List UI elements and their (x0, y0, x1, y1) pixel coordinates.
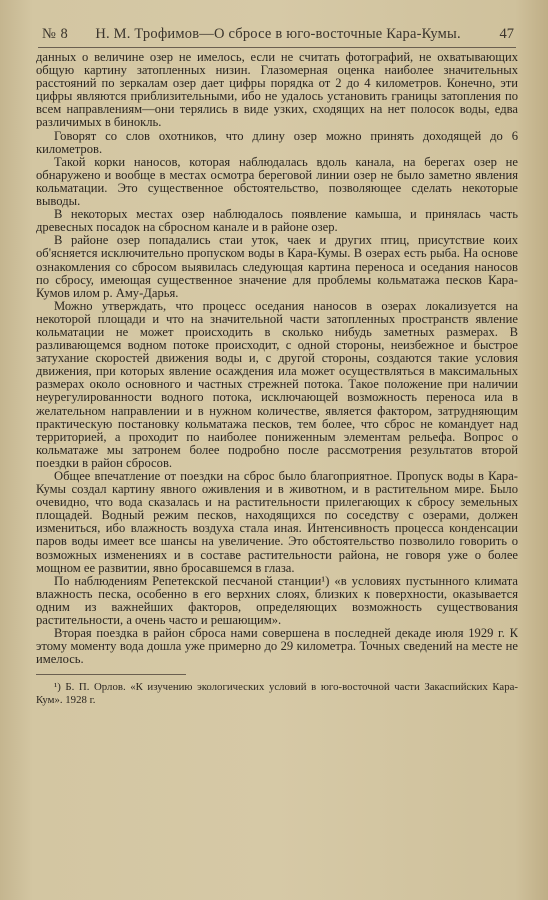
paragraph: Вторая поездка в район сброса нами совершена в последней декаде июля 1929 г. К этому моменту вода дошла уже примерно до 29 километра. Точных сведений на месте не имелось. (36, 626, 518, 667)
footnote-rule (36, 674, 186, 675)
page-number: 47 (499, 26, 514, 42)
paragraph: В некоторых местах озер наблюдалось появление камыша, и принялась часть древесных посадок на сбросном канале и в районе озер. (36, 207, 518, 235)
issue-number: № 8 (42, 26, 69, 42)
article-body (36, 51, 518, 666)
paragraph: Можно утверждать, что процесс оседания наносов в озерах локализуется на некоторой площади и что на значительной части затопленных пространств явление кольматации не может происходить в сколько нибудь заметных размерах. В разливающемся водном потоке происходит, с одной стороны, неизбежное и быстрое затухание скоростей движения воды и, с другой стороны, создаются такие условия движения, при которых явление осаждения ила может осуществляться в максимальных размерах около основного и частных стрежней потока. Такое положение при наличии неурегулированности водного потока, исключающей возможность переноса ила в желательном направлении и в нужном количестве, является фактором, затрудняющим практическую постановку кольматажа песков, тем более, что сброс не командует над территорией, а проходит по наиболее пониженным элементам рельефа. Вопрос о кольматаже мы затронем более подробно после рассмотрения результатов второй поездки в район сбросов. (36, 298, 518, 470)
running-title: Н. М. Трофимов—О сбросе в юго-восточные Кара-Кумы. (95, 26, 461, 42)
paragraph: данных о величине озер не имелось, если не считать фотографий, не охватывающих общую картину затопленных низин. Глазомерная оценка наиболее значительных расстояний по зеркалам озер дает цифры порядка от 2 до 4 километров. Конечно, эти цифры являются приблизительными, ибо не удалось установить границы затопления по всем направлениям—они терялись в виде узких, сходящих на нет полосок воды, едва различимых в бинокль. (36, 50, 518, 130)
paragraph: Такой корки наносов, которая наблюдалась вдоль канала, на берегах озер не обнаружено и вообще в местах осмотра береговой линии озер не было заметно явления кольматации. Это существенное обстоятельство, позволяющее сделать некоторые выводы. (36, 154, 518, 209)
running-header (36, 26, 518, 43)
paragraph: В районе озер попадались стаи уток, чаек и других птиц, присутствие коих об'ясняется исключительно пропуском воды в Кара-Кумы. В озерах есть рыба. На основе ознакомления со сбросом выявилась следующая картина переноса и оседания наносов по сбросу, имеющая существенное значение для проблемы кольматажа песков Кара-Кумов илом р. Аму-Дарья. (36, 233, 518, 300)
header-rule (38, 47, 516, 48)
paragraph: По наблюдениям Репетекской песчаной станции¹) «в условиях пустынного климата влажность песка, особенно в его верхних слоях, близких к поверхности, оказывается одним из важнейших факторов, определяющих возможность существования растительности, а очень часто и решающим». (36, 573, 518, 628)
footnote (36, 681, 518, 707)
footnote-text: ¹) Б. П. Орлов. «К изучению экологических условий в юго-восточной части Закаспийских Кара-Кум». 1928 г. (36, 681, 518, 707)
paragraph: Говорят со слов охотников, что длину озер можно принять доходящей до 6 километров. (36, 128, 518, 156)
paragraph: Общее впечатление от поездки на сброс было благоприятное. Пропуск воды в Кара-Кумы создал картину явного оживления и в животном, и в растительном мире. Было очевидно, что вода сказалась и на растительности прилегающих к сбросу земельных площадей. Водный режим песков, находящихся по соседству с озерами, должен измениться, ибо влажность воздуха стала иная. Интенсивность процесса конденсации паров воды имеет все шансы на увеличение. Это обстоятельство позволило говорить о возможных изменениях и в составе растительности района, не говоря уже о более мощном ее развитии, явно бросавшемся в глаза. (36, 469, 518, 575)
